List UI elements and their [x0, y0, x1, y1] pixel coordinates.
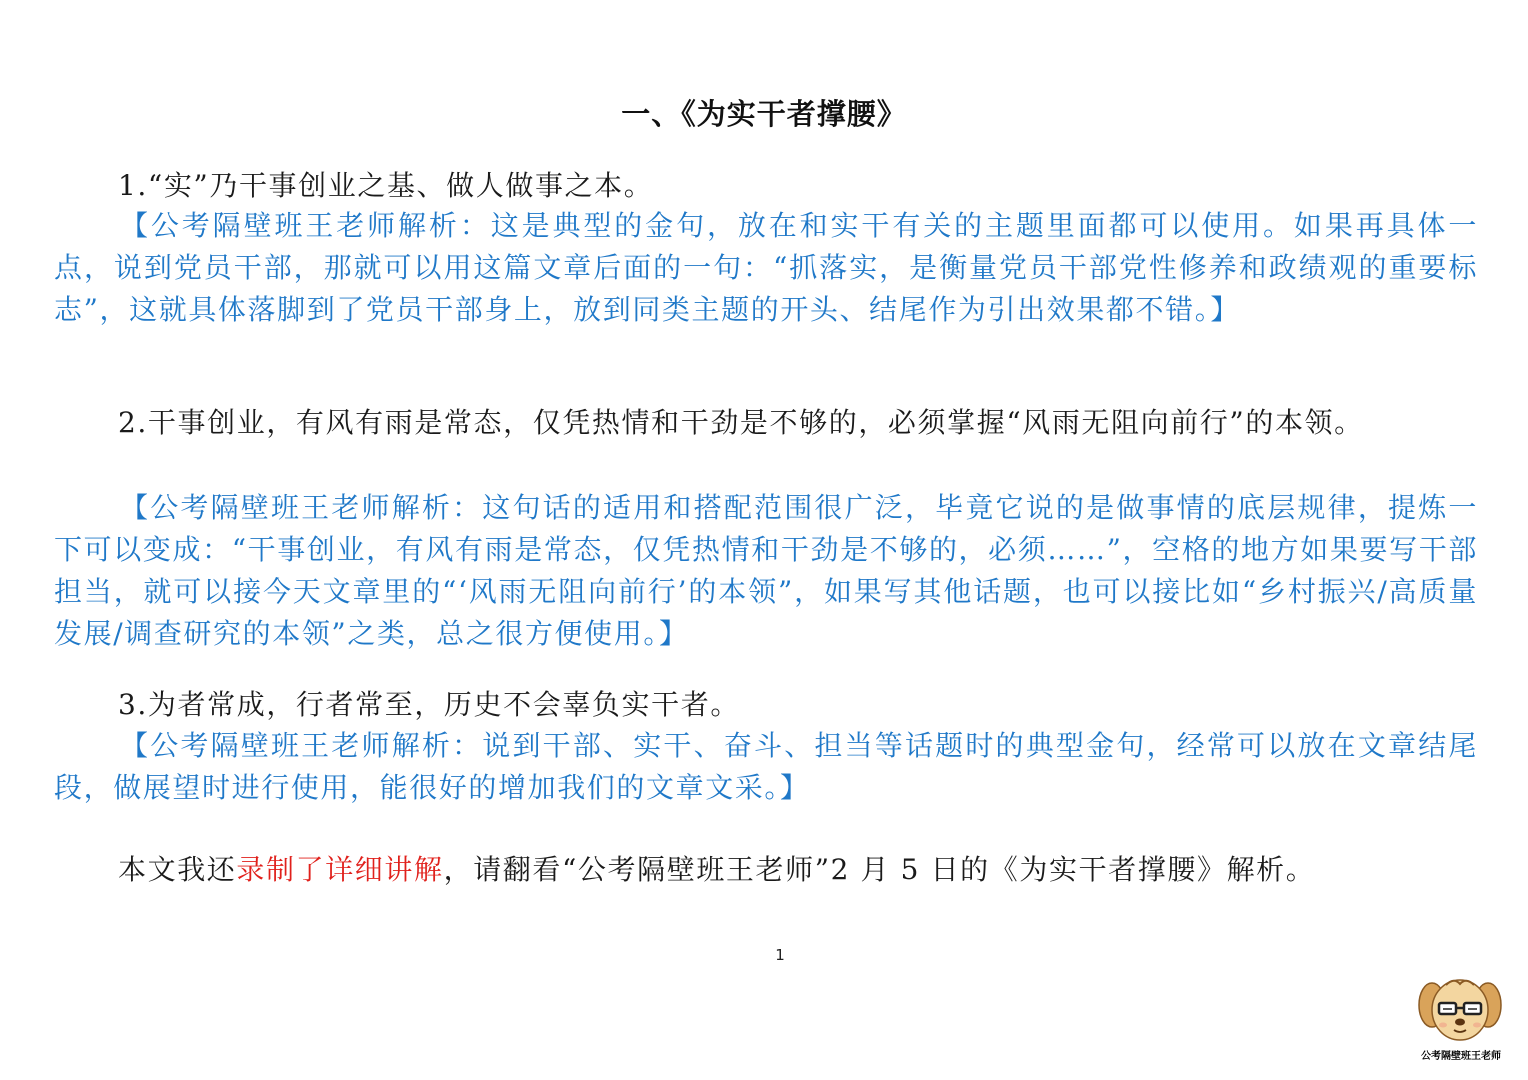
footer-note-after: ，请翻看“公考隔壁班王老师”2 月 5 日的《为实干者撑腰》解析。 — [443, 853, 1316, 886]
footer-note-highlight: 录制了详细讲解 — [236, 853, 444, 886]
page-title: 一、《为实干者撑腰》 — [621, 97, 907, 131]
quote-3: 3.为者常成，行者常至，历史不会辜负实干者。 — [118, 688, 740, 721]
page-number: 1 — [775, 946, 785, 964]
analysis-2: 【公考隔壁班王老师解析：这句话的适用和搭配范围很广泛，毕竟它说的是做事情的底层规律，提炼一下可以变成：“干事创业，有风有雨是常态，仅凭热情和干劲是不够的，必须……”，空格的地方如果要写干部担当，就可以接今天文章里的“‘风雨无阻向前行’的本领”，如果写其他话题，也可以接比如“乡村振兴/高质量发展/调查研究的本领”之类，总之很方便使用。】 — [54, 491, 1478, 650]
quote-2: 2.干事创业，有风有雨是常态，仅凭热情和干劲是不够的，必须掌握“风雨无阻向前行”的本领。 — [118, 406, 1364, 439]
logo-caption: 公考隔壁班王老师 — [1421, 1051, 1501, 1062]
quote-1: 1.“实”乃干事创业之基、做人做事之本。 — [118, 169, 654, 202]
footer-note — [54, 849, 1478, 891]
footer-note-before: 本文我还 — [118, 853, 237, 886]
analysis-3: 【公考隔壁班王老师解析：说到干部、实干、奋斗、担当等话题时的典型金句，经常可以放在文章结尾段，做展望时进行使用，能很好的增加我们的文章文采。】 — [54, 729, 1478, 804]
analysis-1: 【公考隔壁班王老师解析：这是典型的金句，放在和实干有关的主题里面都可以使用。如果再具体一点，说到党员干部，那就可以用这篇文章后面的一句：“抓落实，是衡量党员干部党性修养和政绩观的重要标志”，这就具体落脚到了党员干部身上，放到同类主题的开头、结尾作为引出效果都不错。】 — [54, 209, 1478, 326]
cartoon-dog-with-glasses-icon — [1410, 975, 1510, 1045]
